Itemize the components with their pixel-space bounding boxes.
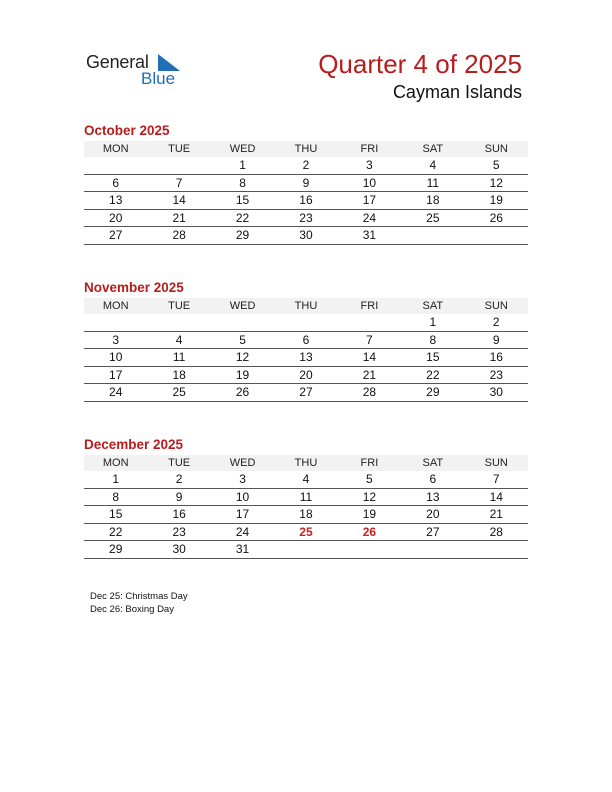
day-cell: 2 — [274, 157, 337, 174]
day-cell: 17 — [338, 192, 401, 210]
day-cell: 5 — [338, 471, 401, 488]
day-cell: 17 — [84, 366, 147, 384]
week-row — [84, 384, 528, 402]
weekday-header: FRI — [338, 298, 401, 314]
empty-day-cell — [338, 314, 401, 331]
day-cell: 31 — [338, 227, 401, 245]
day-cell: 10 — [84, 349, 147, 367]
empty-day-cell — [147, 314, 210, 331]
day-cell: 19 — [338, 506, 401, 524]
weekday-header: MON — [84, 455, 147, 471]
day-cell: 4 — [401, 157, 464, 174]
day-cell: 16 — [274, 192, 337, 210]
weekday-header: TUE — [147, 141, 210, 157]
day-cell: 2 — [465, 314, 528, 331]
day-cell: 21 — [147, 209, 210, 227]
day-cell: 4 — [147, 331, 210, 349]
week-row — [84, 174, 528, 192]
weekday-header: THU — [274, 141, 337, 157]
calendar-table — [84, 455, 528, 559]
day-cell: 26 — [465, 209, 528, 227]
day-cell: 30 — [274, 227, 337, 245]
day-cell: 1 — [84, 471, 147, 488]
month-december — [84, 436, 528, 559]
page-title: Quarter 4 of 2025 — [318, 49, 522, 79]
week-row — [84, 192, 528, 210]
day-cell: 24 — [338, 209, 401, 227]
day-cell: 30 — [147, 541, 210, 559]
day-cell: 9 — [274, 174, 337, 192]
day-cell: 23 — [274, 209, 337, 227]
empty-day-cell — [465, 227, 528, 245]
month-title: November 2025 — [84, 280, 184, 295]
weekday-header: THU — [274, 455, 337, 471]
week-row — [84, 488, 528, 506]
week-row — [84, 209, 528, 227]
day-cell: 30 — [465, 384, 528, 402]
empty-day-cell — [84, 314, 147, 331]
week-row — [84, 227, 528, 245]
day-cell: 6 — [401, 471, 464, 488]
day-cell: 17 — [211, 506, 274, 524]
empty-day-cell — [401, 541, 464, 559]
day-cell: 19 — [465, 192, 528, 210]
day-cell: 12 — [338, 488, 401, 506]
day-cell: 3 — [338, 157, 401, 174]
day-cell: 25 — [147, 384, 210, 402]
day-cell: 14 — [147, 192, 210, 210]
day-cell: 8 — [84, 488, 147, 506]
weekday-header: SAT — [401, 141, 464, 157]
weekday-header: FRI — [338, 455, 401, 471]
day-cell: 20 — [274, 366, 337, 384]
calendar-table — [84, 141, 528, 245]
day-cell: 13 — [401, 488, 464, 506]
day-cell: 11 — [147, 349, 210, 367]
day-cell: 7 — [465, 471, 528, 488]
week-row — [84, 541, 528, 559]
logo-blue-text: Blue — [141, 69, 176, 88]
weekday-header: TUE — [147, 298, 210, 314]
day-cell: 22 — [401, 366, 464, 384]
day-cell: 16 — [147, 506, 210, 524]
month-november — [84, 279, 528, 402]
weekday-header: THU — [274, 298, 337, 314]
week-row — [84, 523, 528, 541]
week-row — [84, 349, 528, 367]
day-cell: 20 — [84, 209, 147, 227]
calendar-table — [84, 298, 528, 402]
day-cell: 18 — [401, 192, 464, 210]
day-cell: 27 — [84, 227, 147, 245]
holiday-note: Dec 26: Boxing Day — [90, 604, 174, 615]
day-cell: 20 — [401, 506, 464, 524]
holiday-notes — [90, 590, 188, 616]
day-cell: 23 — [147, 523, 210, 541]
day-cell: 11 — [274, 488, 337, 506]
day-cell: 8 — [401, 331, 464, 349]
day-cell: 3 — [211, 471, 274, 488]
month-title: October 2025 — [84, 123, 170, 138]
logo-general-text: General — [86, 52, 149, 72]
weekday-header: WED — [211, 298, 274, 314]
empty-day-cell — [84, 157, 147, 174]
day-cell: 25 — [401, 209, 464, 227]
day-cell: 13 — [274, 349, 337, 367]
day-cell: 23 — [465, 366, 528, 384]
day-cell: 10 — [211, 488, 274, 506]
day-cell: 2 — [147, 471, 210, 488]
month-title: December 2025 — [84, 437, 184, 452]
day-cell: 19 — [211, 366, 274, 384]
day-cell: 31 — [211, 541, 274, 559]
page-subtitle: Cayman Islands — [392, 82, 522, 102]
empty-day-cell — [147, 157, 210, 174]
week-row — [84, 314, 528, 331]
day-cell: 6 — [274, 331, 337, 349]
day-cell: 5 — [465, 157, 528, 174]
generalblue-logo — [86, 52, 196, 92]
day-cell: 5 — [211, 331, 274, 349]
day-cell: 11 — [401, 174, 464, 192]
day-cell: 13 — [84, 192, 147, 210]
weekday-header: SUN — [465, 298, 528, 314]
day-cell: 3 — [84, 331, 147, 349]
holiday-day-cell: 25 — [274, 523, 337, 541]
weekday-header: SUN — [465, 455, 528, 471]
day-cell: 29 — [401, 384, 464, 402]
day-cell: 24 — [211, 523, 274, 541]
day-cell: 24 — [84, 384, 147, 402]
day-cell: 8 — [211, 174, 274, 192]
empty-day-cell — [338, 541, 401, 559]
weekday-header: SAT — [401, 298, 464, 314]
day-cell: 15 — [84, 506, 147, 524]
weekday-header: TUE — [147, 455, 210, 471]
day-cell: 16 — [465, 349, 528, 367]
day-cell: 10 — [338, 174, 401, 192]
day-cell: 28 — [147, 227, 210, 245]
day-cell: 1 — [211, 157, 274, 174]
day-cell: 27 — [274, 384, 337, 402]
weekday-header: WED — [211, 455, 274, 471]
holiday-day-cell: 26 — [338, 523, 401, 541]
day-cell: 15 — [211, 192, 274, 210]
day-cell: 12 — [465, 174, 528, 192]
week-row — [84, 157, 528, 174]
day-cell: 18 — [274, 506, 337, 524]
day-cell: 21 — [338, 366, 401, 384]
weekday-header: SUN — [465, 141, 528, 157]
day-cell: 4 — [274, 471, 337, 488]
week-row — [84, 331, 528, 349]
day-cell: 22 — [84, 523, 147, 541]
day-cell: 14 — [465, 488, 528, 506]
week-row — [84, 471, 528, 488]
day-cell: 29 — [84, 541, 147, 559]
day-cell: 15 — [401, 349, 464, 367]
day-cell: 1 — [401, 314, 464, 331]
weekday-header: WED — [211, 141, 274, 157]
week-row — [84, 506, 528, 524]
empty-day-cell — [465, 541, 528, 559]
weekday-header: MON — [84, 141, 147, 157]
day-cell: 28 — [338, 384, 401, 402]
day-cell: 6 — [84, 174, 147, 192]
empty-day-cell — [401, 227, 464, 245]
day-cell: 9 — [465, 331, 528, 349]
weekday-header: FRI — [338, 141, 401, 157]
month-october — [84, 122, 528, 245]
day-cell: 9 — [147, 488, 210, 506]
day-cell: 12 — [211, 349, 274, 367]
day-cell: 7 — [147, 174, 210, 192]
weekday-header: MON — [84, 298, 147, 314]
day-cell: 28 — [465, 523, 528, 541]
day-cell: 18 — [147, 366, 210, 384]
empty-day-cell — [274, 541, 337, 559]
day-cell: 29 — [211, 227, 274, 245]
holiday-note: Dec 25: Christmas Day — [90, 591, 188, 602]
day-cell: 14 — [338, 349, 401, 367]
day-cell: 21 — [465, 506, 528, 524]
empty-day-cell — [274, 314, 337, 331]
weekday-header: SAT — [401, 455, 464, 471]
day-cell: 22 — [211, 209, 274, 227]
week-row — [84, 366, 528, 384]
day-cell: 7 — [338, 331, 401, 349]
day-cell: 26 — [211, 384, 274, 402]
day-cell: 27 — [401, 523, 464, 541]
empty-day-cell — [211, 314, 274, 331]
